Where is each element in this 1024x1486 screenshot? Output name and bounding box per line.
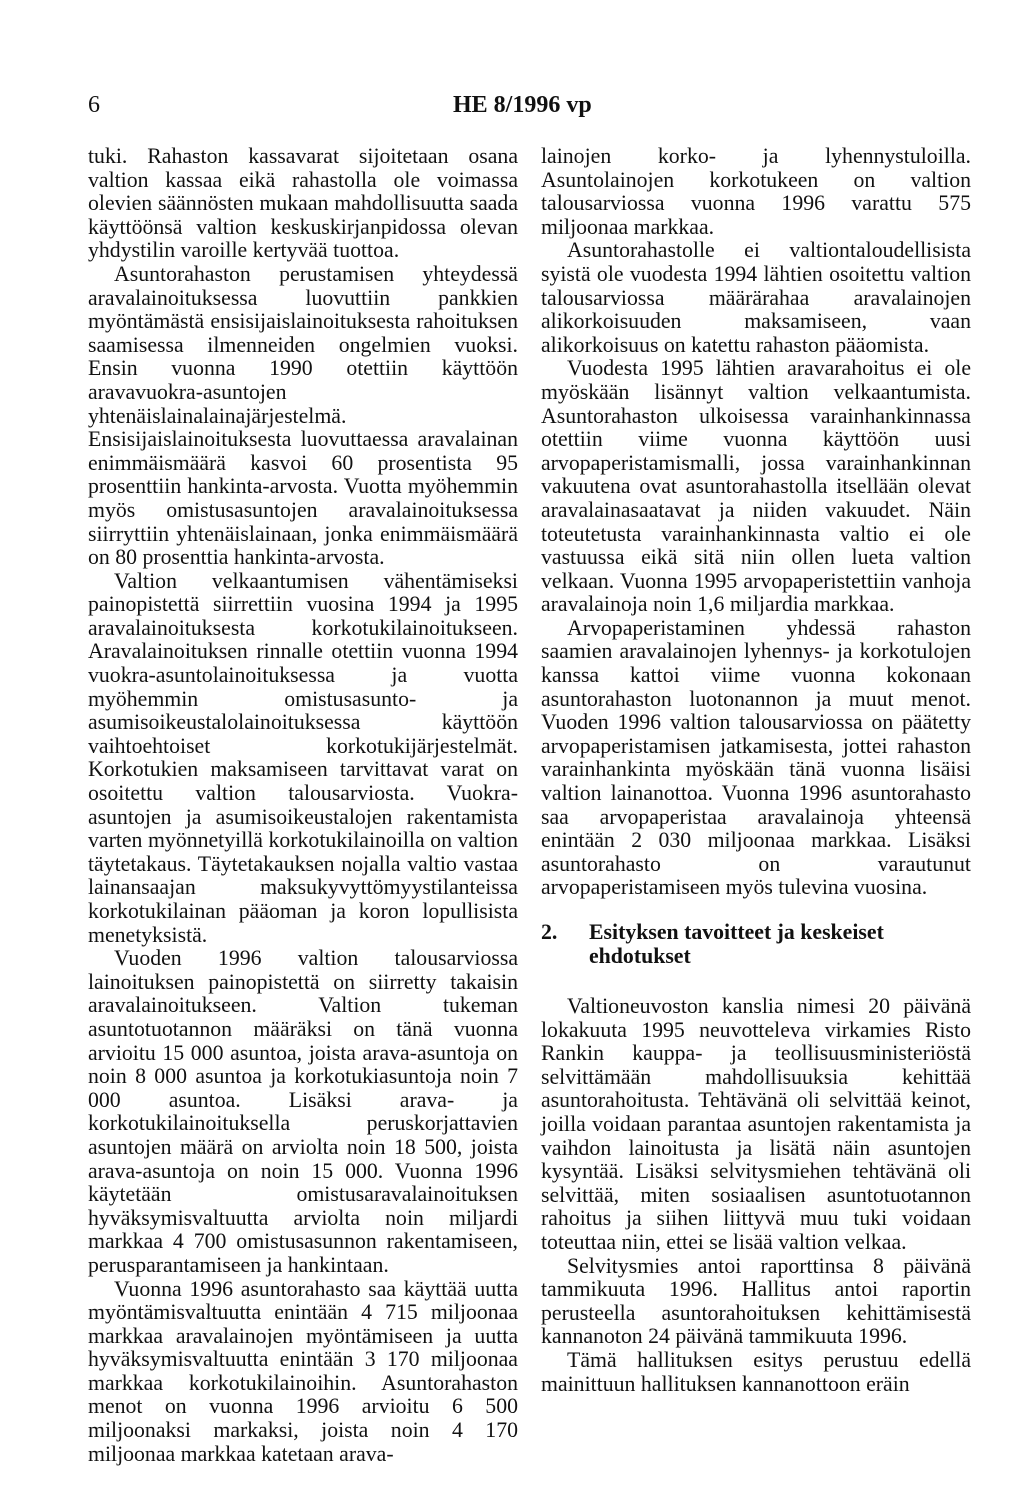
section-body bbox=[541, 995, 971, 1396]
paragraph: tuki. Rahaston kassavarat sijoitetaan osana valtion kassaa eikä rahastolla ole voimassa olevien säännösten mukaan mahdollisuutta saada käyttöönsä valtion keskuskirjanpidossa olevan yhdystilin varoille kertyvää tuottoa. bbox=[88, 144, 518, 263]
section-number: 2. bbox=[541, 920, 558, 944]
paragraph: Vuonna 1996 asuntorahasto saa käyttää uutta myöntämisvaltuutta enintään 4 715 miljoonaa markkaa aravalainojen myöntämiseen ja uutta hyväksymisvaltuutta enintään 3 170 miljoonaa markkaa korkotukilainoihin. Asuntorahaston menot on vuonna 1996 arvioitu 6 500 miljoonaksi markaksi, joista noin 4 170 miljoonaa markkaa katetaan arava- bbox=[88, 1276, 518, 1466]
left-column bbox=[88, 145, 518, 1466]
paragraph: Arvopaperistaminen yhdessä rahaston saamien aravalainojen lyhennys- ja korkotulojen kanssa kattoi viime vuonna kokonaan asuntorahaston luotonannon ja muut menot. Vuoden 1996 valtion talousarviossa on päätetty arvopaperistamisen jatkamisesta, jottei rahaston varainhankinta myöskään tänä vuonna lisäisi valtion lainanottoa. Vuonna 1996 asuntorahasto saa arvopaperistaa aravalainoja yhteensä enintään 2 030 miljoonaa markkaa. Lisäksi asuntorahasto on varautunut arvopaperistamiseen myös tulevina vuosina. bbox=[541, 615, 971, 900]
paragraph: Valtion velkaantumisen vähentämiseksi painopistettä siirrettiin vuosina 1994 ja 1995 aravalainoituksesta korkotukilainoitukseen. Aravalainoituksen rinnalle otettiin vuonna 1994 vuokra-asuntolainoituksessa ja vuotta myöhemmin omistusasunto- ja asumisoikeustalolainoituksessa käyttöön vaihtoehtoiset korkotukijärjestelmät. Korkotukien maksamiseen tarvittavat varat on osoitettu valtion talousarviosta. Vuokra-asuntojen ja asumisoikeustalojen rakentamista varten myönnetyillä korkotukilainoilla on valtion täytetakaus. Täytetakauksen nojalla valtio vastaa lainansaajan maksukyvyttömyystilanteissa korkotukilainan pääoman ja koron lopullisista menetyksistä. bbox=[88, 568, 518, 947]
running-head: HE 8/1996 vp bbox=[453, 92, 592, 118]
paragraph: Tämä hallituksen esitys perustuu edellä mainittuun hallituksen kannanottoon eräin bbox=[541, 1347, 971, 1396]
section-heading bbox=[541, 920, 971, 968]
paragraph: Valtioneuvoston kanslia nimesi 20 päivänä lokakuuta 1995 neuvotteleva virkamies Risto Rankin kauppa- ja teollisuusministeriöstä selvittämään mahdollisuuksia kehittää asuntorahoitusta. Tehtävänä oli selvittää keinot, joilla voidaan parantaa asuntojen rakentamista ja vaihdon lainoitusta ja lisätä näin asuntojen kysyntää. Lisäksi selvitysmiehen tehtävänä oli selvittää, miten sosiaalisen asuntotuotannon rahoitus ja siihen liittyvä muu tuki voidaan toteuttaa niin, ettei se lisää valtion velkaa. bbox=[541, 994, 971, 1254]
paragraph: Vuodesta 1995 lähtien aravarahoitus ei ole myöskään lisännyt valtion velkaantumista. Asuntorahaston ulkoisessa varainhankinnassa otettiin viime vuonna käyttöön uusi arvopaperistamismalli, jossa varainhankinnan vakuutena ovat asuntorahastolla itsellään olevat aravalainasaatavat ja niiden vakuudet. Näin toteutetusta varainhankinnasta valtio ei ole vastuussa eikä sitä niin ollen lueta valtion velkaan. Vuonna 1995 arvopaperistettiin vanhoja aravalainoja noin 1,6 miljardia markkaa. bbox=[541, 356, 971, 617]
paragraph: Asuntorahastolle ei valtiontaloudellisista syistä ole vuodesta 1994 lähtien osoitettu valtion talousarviossa määrärahaa aravalainojen alikorkoisuuden maksamiseen, vaan alikorkoisuus on katettu rahaston pääomista. bbox=[541, 238, 971, 357]
right-column bbox=[541, 145, 971, 900]
page-number: 6 bbox=[88, 92, 100, 118]
paragraph: Selvitysmies antoi raporttinsa 8 päivänä tammikuuta 1996. Hallitus antoi raportin perusteella asuntorahoituksen kehittämisestä kannanoton 24 päivänä tammikuuta 1996. bbox=[541, 1253, 971, 1349]
paragraph: lainojen korko- ja lyhennystuloilla. Asuntolainojen korkotukeen on valtion talousarviossa vuonna 1996 varattu 575 miljoonaa markkaa. bbox=[541, 144, 971, 239]
paragraph: Asuntorahaston perustamisen yhteydessä aravalainoituksessa luovuttiin pankkien myöntämästä ensisijaislainoituksesta rahoituksen saamisessa ilmenneiden ongelmien vuoksi. Ensin vuonna 1990 otettiin käyttöön aravavuokra-asuntojen yhtenäislainalainajärjestelmä. Ensisijaislainoituksesta luovuttaessa aravalainan enimmäismäärä kasvoi 60 prosentista 95 prosenttiin hankinta-arvosta. Vuotta myöhemmin myös omistusasuntojen aravalainoituksessa siirryttiin yhtenäislainaan, jonka enimmäismäärä on 80 prosenttia hankinta-arvosta. bbox=[88, 261, 518, 570]
section-title: Esityksen tavoitteet ja keskeiset ehdotukset bbox=[589, 920, 884, 968]
paragraph: Vuoden 1996 valtion talousarviossa lainoituksen painopistettä on siirretty takaisin aravalainoitukseen. Valtion tukeman asuntotuotannon määräksi on tänä vuonna arvioitu 15 000 asuntoa, joista arava-asuntoja on noin 8 000 asuntoa ja korkotukiasuntoja noin 7 000 asuntoa. Lisäksi arava- ja korkotukilainoituksella peruskorjattavien asuntojen määrä on arviolta noin 18 500, joista arava-asuntoja on noin 15 000. Vuonna 1996 käytetään omistusaravalainoituksen hyväksymisvaltuutta arviolta noin miljardi markkaa 4 700 omistusasunnon rakentamiseen, perusparantamiseen ja hankintaan. bbox=[88, 946, 518, 1277]
